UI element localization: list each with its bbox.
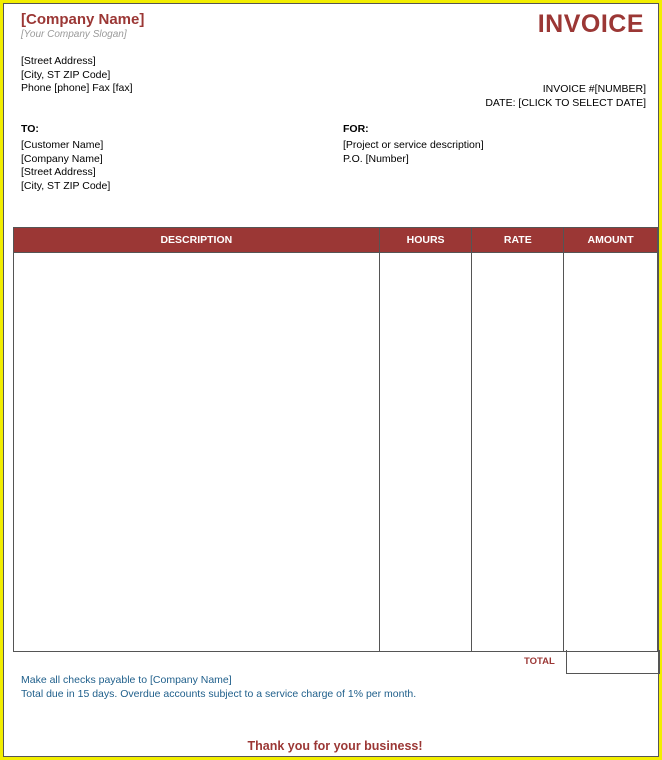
- due-terms-note: Total due in 15 days. Overdue accounts subject to a service charge of 1% per month.: [21, 687, 417, 700]
- bill-to-block: [21, 139, 110, 193]
- sender-street[interactable]: [Street Address]: [21, 55, 96, 67]
- invoice-title: INVOICE: [537, 10, 644, 38]
- column-header-description: DESCRIPTION: [14, 228, 380, 253]
- table-row: [14, 253, 658, 652]
- total-amount-cell[interactable]: [566, 650, 660, 674]
- invoice-meta: [485, 83, 646, 110]
- description-cell[interactable]: [14, 253, 380, 652]
- payable-to-note: Make all checks payable to [Company Name]: [21, 674, 232, 686]
- invoice-date[interactable]: DATE: [CLICK TO SELECT DATE]: [485, 96, 646, 109]
- po-number[interactable]: P.O. [Number]: [343, 152, 409, 165]
- sender-city[interactable]: [City, ST ZIP Code]: [21, 68, 111, 81]
- to-label: TO:: [21, 123, 39, 135]
- customer-street[interactable]: [Street Address]: [21, 166, 96, 178]
- sender-address: [21, 55, 133, 96]
- invoice-page: [3, 3, 659, 757]
- payment-notes: [21, 674, 416, 701]
- total-label: TOTAL: [524, 656, 555, 667]
- invoice-number[interactable]: INVOICE #[NUMBER]: [542, 83, 646, 95]
- table-header-row: [14, 228, 658, 253]
- customer-company[interactable]: [Company Name]: [21, 152, 103, 165]
- column-header-amount: AMOUNT: [564, 228, 658, 253]
- amount-cell[interactable]: [564, 253, 658, 652]
- for-block: [343, 139, 484, 166]
- company-name[interactable]: [Company Name]: [21, 11, 145, 28]
- rate-cell[interactable]: [472, 253, 564, 652]
- sender-phone-fax[interactable]: Phone [phone] Fax [fax]: [21, 82, 133, 94]
- customer-name[interactable]: [Customer Name]: [21, 139, 104, 151]
- customer-city[interactable]: [City, ST ZIP Code]: [21, 179, 111, 192]
- line-items-table: [13, 227, 658, 652]
- company-slogan[interactable]: [Your Company Slogan]: [21, 29, 127, 40]
- column-header-rate: RATE: [472, 228, 564, 253]
- hours-cell[interactable]: [379, 253, 472, 652]
- project-description[interactable]: [Project or service description]: [343, 139, 484, 151]
- column-header-hours: HOURS: [379, 228, 472, 253]
- for-label: FOR:: [343, 123, 369, 135]
- thank-you-message: Thank you for your business!: [247, 739, 423, 753]
